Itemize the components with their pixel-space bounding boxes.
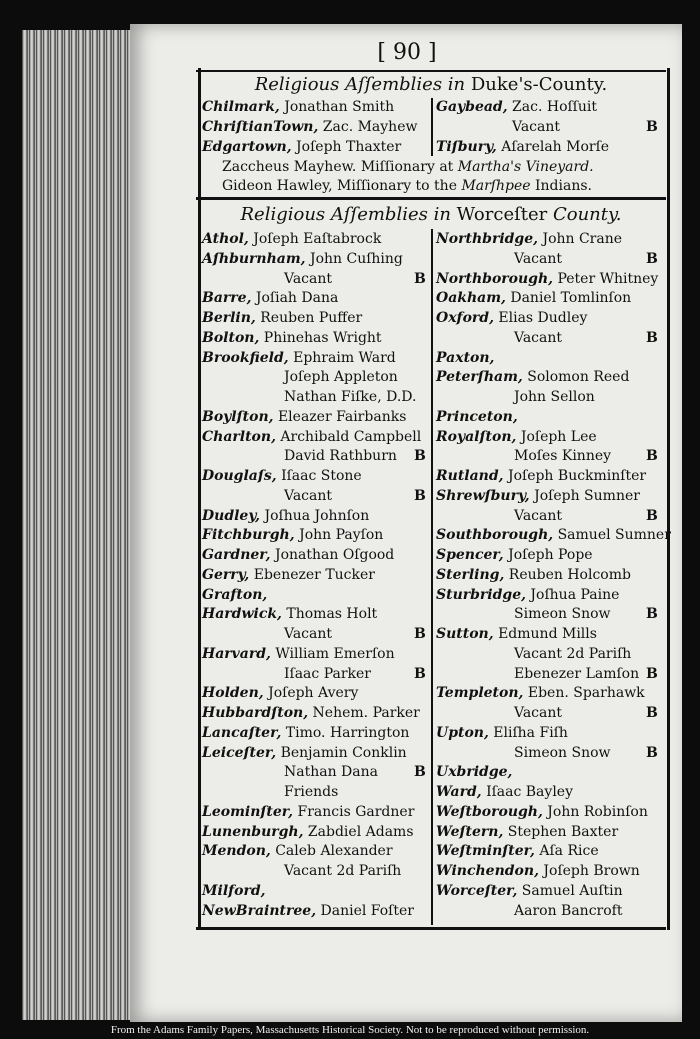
minister-name: Caleb Alexander bbox=[270, 843, 393, 860]
list-item bbox=[202, 408, 406, 427]
list-item bbox=[436, 882, 623, 901]
list-item bbox=[284, 783, 338, 802]
list-item bbox=[436, 724, 568, 743]
list-item bbox=[512, 118, 560, 137]
town-name: Peterſham, bbox=[436, 369, 523, 386]
town-name: Holden, bbox=[202, 685, 264, 702]
minister-name: Peter Whitney bbox=[553, 270, 659, 287]
list-item bbox=[436, 349, 494, 368]
town-name: Northbridge, bbox=[436, 231, 538, 247]
minister-name: Joſeph Pope bbox=[503, 547, 593, 563]
minister-name: Joſeph Lee bbox=[516, 428, 597, 445]
minister-name: Joſeph Avery bbox=[263, 685, 359, 702]
town-name: Weſtborough, bbox=[436, 803, 543, 820]
town-name: Winchendon, bbox=[436, 863, 539, 879]
minister-name: Daniel Tomlinſon bbox=[505, 290, 632, 307]
minister-name: Daniel Foſter bbox=[316, 902, 414, 919]
baptist-marker: B bbox=[414, 626, 426, 642]
minister-name: Joſeph Sumner bbox=[529, 487, 640, 504]
list-item bbox=[436, 368, 629, 387]
town-name: Uxbridge, bbox=[436, 764, 513, 781]
list-item bbox=[436, 408, 518, 427]
list-item bbox=[202, 467, 362, 486]
town-name: NewBraintree, bbox=[202, 902, 317, 919]
minister-name: Jonathan Oſgood bbox=[270, 547, 395, 563]
list-item bbox=[436, 309, 587, 328]
minister-name: Zac. Mayhew bbox=[318, 119, 418, 135]
town-name: Gardner, bbox=[202, 547, 271, 563]
minister-name: Samuel Auſtin bbox=[517, 882, 623, 899]
baptist-marker: B bbox=[646, 606, 658, 623]
minister-name: Vacant bbox=[512, 119, 561, 135]
list-item bbox=[514, 902, 622, 921]
dukes-county-heading: Religious Aſſemblies in Duke's-County. bbox=[254, 74, 608, 95]
list-item bbox=[436, 487, 640, 506]
town-name: Chilmark, bbox=[202, 99, 280, 115]
minister-name: Elias Dudley bbox=[493, 310, 588, 326]
minister-name: Simeon Snow bbox=[514, 606, 611, 623]
minister-name: John Crane bbox=[538, 231, 623, 247]
minister-name: Joſhua Johnſon bbox=[260, 507, 370, 524]
town-name: Mendon, bbox=[202, 843, 271, 860]
town-name: ChriſtianTown, bbox=[202, 119, 319, 135]
baptist-marker: B bbox=[646, 119, 658, 135]
town-name: Edgartown, bbox=[202, 139, 292, 155]
baptist-marker: B bbox=[646, 507, 658, 524]
minister-name: Aſarelah Morſe bbox=[496, 139, 610, 155]
list-item bbox=[284, 270, 332, 289]
town-name: Lancaſter, bbox=[202, 724, 282, 741]
baptist-marker: B bbox=[646, 329, 658, 346]
list-item bbox=[436, 98, 597, 117]
baptist-marker: B bbox=[414, 665, 426, 682]
list-item bbox=[202, 98, 394, 117]
minister-name: Eben. Sparhawk bbox=[523, 685, 645, 702]
list-item bbox=[436, 763, 512, 782]
list-item bbox=[284, 625, 332, 644]
town-name: Hubbardſton, bbox=[202, 705, 309, 721]
minister-name: Thomas Holt bbox=[281, 606, 378, 623]
list-item bbox=[202, 586, 267, 605]
minister-name: John Payſon bbox=[294, 527, 384, 544]
minister-name: Eleazer Fairbanks bbox=[273, 408, 407, 425]
list-item bbox=[436, 138, 609, 157]
list-item bbox=[202, 902, 414, 921]
town-name: Oxford, bbox=[436, 310, 494, 326]
minister-name: Joſeph Brown bbox=[538, 863, 640, 879]
list-item bbox=[436, 566, 631, 585]
baptist-marker: B bbox=[414, 487, 426, 504]
town-name: Sturbridge, bbox=[436, 586, 526, 603]
minister-name: Joſeph Eaſtabrock bbox=[248, 231, 382, 247]
minister-name: Zabdiel Adams bbox=[303, 823, 414, 840]
minister-name: John Cuſhing bbox=[305, 250, 403, 267]
baptist-marker: B bbox=[646, 665, 658, 682]
town-name: Milford, bbox=[202, 882, 266, 899]
list-item bbox=[436, 270, 658, 289]
town-name: Lunenburgh, bbox=[202, 823, 304, 840]
minister-name: Francis Gardner bbox=[293, 803, 415, 820]
minister-name: Nehem. Parker bbox=[308, 705, 420, 721]
minister-name: Solomon Reed bbox=[522, 369, 630, 386]
town-name: Paxton, bbox=[436, 349, 495, 366]
list-item bbox=[202, 684, 358, 703]
town-name: Ward, bbox=[436, 784, 482, 800]
baptist-marker: B bbox=[414, 448, 426, 465]
minister-name: Joſhua Paine bbox=[525, 586, 620, 603]
list-item bbox=[284, 665, 371, 684]
town-name: Barre, bbox=[202, 290, 252, 307]
town-name: Tiſbury, bbox=[436, 139, 497, 155]
list-item bbox=[436, 684, 645, 703]
list-item bbox=[436, 289, 631, 308]
list-item bbox=[202, 882, 266, 901]
town-name: Upton, bbox=[436, 724, 489, 741]
town-name: Spencer, bbox=[436, 547, 504, 563]
minister-name: John Robinſon bbox=[542, 803, 648, 820]
minister-name: Iſaac Bayley bbox=[481, 784, 573, 800]
town-name: Gaybead, bbox=[436, 99, 508, 115]
minister-name: Friends bbox=[284, 784, 339, 800]
minister-name: Benjamin Conklin bbox=[276, 744, 407, 761]
minister-name: Stephen Baxter bbox=[503, 823, 619, 840]
town-name: Northborough, bbox=[436, 270, 554, 287]
minister-name: Timo. Harrington bbox=[281, 724, 410, 741]
minister-name: Aſa Rice bbox=[534, 843, 599, 860]
town-name: Athol, bbox=[202, 231, 249, 247]
minister-name: Simeon Snow bbox=[514, 744, 611, 761]
minister-name: Iſaac Parker bbox=[284, 665, 371, 682]
top-rule bbox=[196, 70, 666, 72]
town-name: Brookfield, bbox=[202, 349, 289, 366]
minister-name: Nathan Fiſke, D.D. bbox=[284, 389, 417, 405]
town-name: Sutton, bbox=[436, 626, 494, 642]
minister-name: Vacant bbox=[514, 329, 563, 346]
town-name: Weſtern, bbox=[436, 823, 504, 840]
town-name: Douglaſs, bbox=[202, 468, 277, 484]
list-item bbox=[436, 467, 646, 486]
list-item bbox=[284, 368, 398, 387]
minister-name: David Rathburn bbox=[284, 448, 397, 465]
minister-name: Reuben Holcomb bbox=[504, 566, 631, 583]
minister-name: Samuel Sumner bbox=[553, 527, 671, 544]
minister-name: Ebenezer Lamſon bbox=[514, 665, 640, 682]
list-item bbox=[202, 118, 417, 137]
list-item bbox=[514, 447, 611, 466]
minister-name: Vacant bbox=[284, 270, 333, 287]
bottom-rule bbox=[196, 927, 666, 930]
town-name: Boylſton, bbox=[202, 408, 274, 425]
town-name: Royalſton, bbox=[436, 428, 517, 445]
town-name: Southborough, bbox=[436, 527, 554, 544]
list-item bbox=[202, 546, 394, 565]
town-name: Harvard, bbox=[202, 645, 271, 662]
list-item bbox=[202, 289, 338, 308]
list-item bbox=[202, 566, 375, 585]
list-item bbox=[202, 329, 382, 348]
list-item bbox=[514, 605, 611, 624]
town-name: Worceſter, bbox=[436, 882, 518, 899]
town-name: Oakham, bbox=[436, 290, 506, 307]
minister-name: John Sellon bbox=[514, 389, 595, 405]
town-name: Leiceſter, bbox=[202, 744, 277, 761]
town-name: Templeton, bbox=[436, 685, 524, 702]
list-item bbox=[514, 744, 611, 763]
minister-name: Vacant bbox=[284, 626, 333, 642]
minister-name: Zac. Hoſſuit bbox=[507, 99, 597, 115]
list-item bbox=[436, 842, 599, 861]
list-item bbox=[436, 783, 573, 802]
minister-name: Jonathan Smith bbox=[279, 99, 395, 115]
list-item bbox=[514, 645, 631, 664]
list-item bbox=[436, 428, 597, 447]
list-item bbox=[202, 724, 409, 743]
section-rule bbox=[196, 197, 666, 200]
minister-name: Ebenezer Tucker bbox=[249, 566, 375, 583]
town-name: Shrewſbury, bbox=[436, 487, 530, 504]
list-item bbox=[202, 842, 393, 861]
list-item bbox=[202, 230, 381, 249]
town-name: Dudley, bbox=[202, 507, 261, 524]
list-item bbox=[436, 546, 593, 565]
list-item bbox=[436, 862, 640, 881]
minister-name: Vacant bbox=[284, 487, 333, 504]
minister-name: Ephraim Ward bbox=[288, 349, 396, 366]
list-item bbox=[202, 605, 377, 624]
town-name: Hardwick, bbox=[202, 606, 282, 623]
town-name: Aſhburnham, bbox=[202, 250, 306, 267]
minister-name: Joſiah Dana bbox=[251, 290, 339, 307]
list-item bbox=[436, 526, 671, 545]
minister-name: William Emerſon bbox=[270, 645, 395, 662]
town-name: Fitchburgh, bbox=[202, 527, 295, 544]
list-item bbox=[284, 862, 401, 881]
minister-name: Eliſha Fiſh bbox=[488, 724, 568, 741]
baptist-marker: B bbox=[646, 448, 658, 465]
list-item bbox=[202, 744, 407, 763]
baptist-marker: B bbox=[646, 250, 658, 267]
minister-name: Vacant 2d Pariſh bbox=[284, 863, 402, 879]
minister-name: Archibald Campbell bbox=[275, 428, 422, 445]
list-item bbox=[202, 250, 403, 269]
list-item bbox=[284, 447, 397, 466]
minister-name: Aaron Bancroft bbox=[514, 902, 623, 919]
town-name: Grafton, bbox=[202, 586, 268, 603]
list-item bbox=[202, 526, 383, 545]
minister-name: Phinehas Wright bbox=[259, 329, 382, 346]
list-item bbox=[436, 230, 622, 249]
list-item bbox=[202, 349, 396, 368]
minister-name: Joſeph Appleton bbox=[284, 369, 398, 386]
town-name: Weſtminſter, bbox=[436, 843, 535, 860]
list-item bbox=[514, 388, 595, 407]
list-item bbox=[202, 645, 395, 664]
minister-name: Reuben Puffer bbox=[255, 310, 363, 326]
missionary-line-1: Zaccheus Mayhew. Miſſionary at Martha's Vineyard. bbox=[222, 159, 594, 175]
list-item bbox=[436, 803, 648, 822]
town-name: Rutland, bbox=[436, 468, 504, 484]
list-item bbox=[514, 250, 562, 269]
baptist-marker: B bbox=[414, 270, 426, 287]
list-item bbox=[202, 138, 401, 157]
list-item bbox=[202, 309, 362, 328]
list-item bbox=[202, 704, 420, 723]
town-name: Berlin, bbox=[202, 310, 256, 326]
baptist-marker: B bbox=[646, 744, 658, 761]
town-name: Sterling, bbox=[436, 566, 505, 583]
minister-name: Joſeph Buckminſter bbox=[503, 468, 647, 484]
list-item bbox=[436, 586, 619, 605]
missionary-line-2: Gideon Hawley, Miſſionary to the Marſhpee Indians. bbox=[222, 178, 592, 194]
town-name: Leominſter, bbox=[202, 803, 294, 820]
worcester-column-divider bbox=[431, 229, 433, 925]
list-item bbox=[514, 329, 562, 348]
minister-name: Vacant bbox=[514, 250, 563, 267]
list-item bbox=[202, 428, 421, 447]
list-item bbox=[514, 665, 639, 684]
copyright-footer: From the Adams Family Papers, Massachusetts Historical Society. Not to be reproduced without permission. bbox=[110, 1024, 590, 1036]
list-item bbox=[202, 507, 369, 526]
minister-name: Edmund Mills bbox=[493, 626, 597, 642]
town-name: Bolton, bbox=[202, 329, 260, 346]
baptist-marker: B bbox=[414, 764, 426, 781]
list-item bbox=[284, 487, 332, 506]
baptist-marker: B bbox=[646, 705, 658, 721]
town-name: Princeton, bbox=[436, 408, 518, 425]
dukes-column-divider bbox=[431, 98, 433, 156]
minister-name: Vacant bbox=[514, 507, 563, 524]
list-item bbox=[436, 823, 618, 842]
minister-name: Nathan Dana bbox=[284, 764, 378, 781]
minister-name: Iſaac Stone bbox=[276, 468, 362, 484]
page-number: [ 90 ] bbox=[377, 40, 437, 65]
minister-name: Vacant bbox=[514, 705, 563, 721]
list-item bbox=[514, 704, 562, 723]
list-item bbox=[284, 763, 378, 782]
minister-name: Joſeph Thaxter bbox=[291, 139, 402, 155]
worcester-county-heading: Religious Aſſemblies in Worceſter County. bbox=[240, 204, 622, 225]
list-item bbox=[514, 507, 562, 526]
town-name: Gerry, bbox=[202, 566, 250, 583]
list-item bbox=[284, 388, 416, 407]
list-item bbox=[436, 625, 597, 644]
minister-name: Moſes Kinney bbox=[514, 448, 612, 465]
minister-name: Vacant 2d Pariſh bbox=[514, 645, 632, 662]
town-name: Charlton, bbox=[202, 428, 276, 445]
list-item bbox=[202, 803, 414, 822]
list-item bbox=[202, 823, 414, 842]
